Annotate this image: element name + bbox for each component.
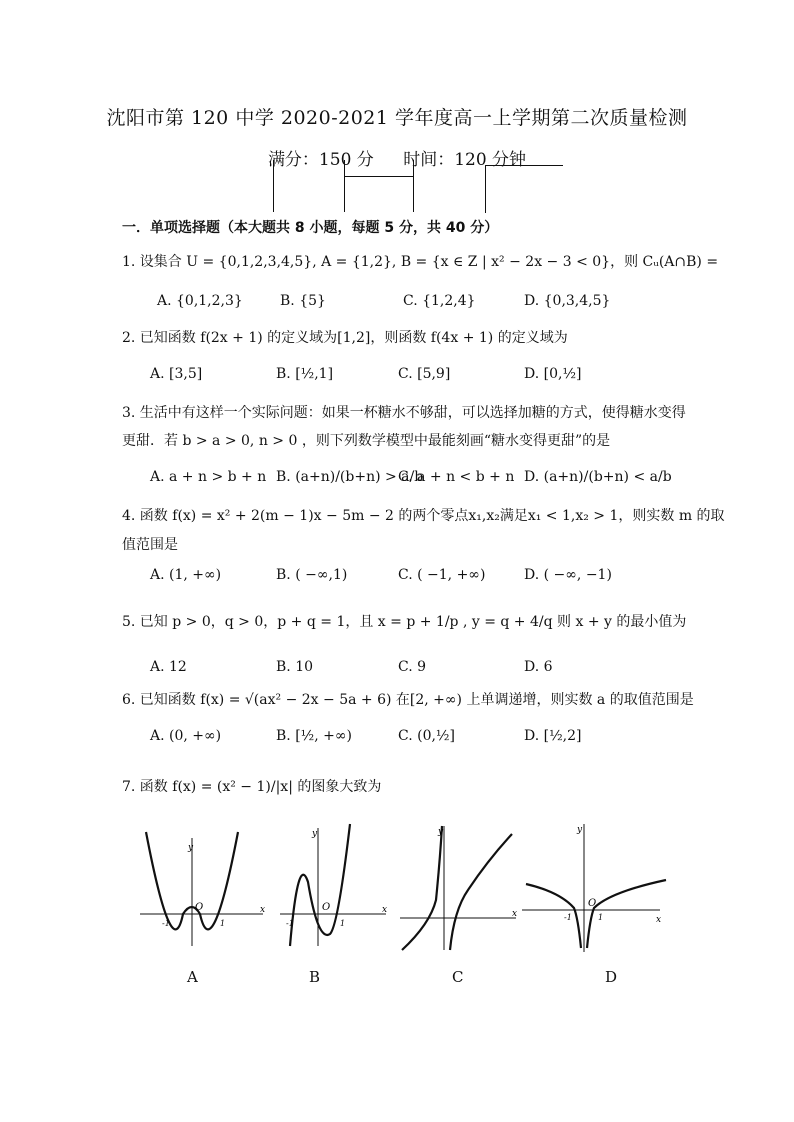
question-3-cont: 更甜．若 b > a > 0, n > 0 ，则下列数学模型中最能刻画“糖水变得更甜”的是 <box>122 433 611 449</box>
axis-x-label: x <box>260 905 266 915</box>
graph-c <box>398 820 520 952</box>
q6-option-c: C. (0,½] <box>398 728 455 744</box>
q4-option-c: C. ( −1, +∞) <box>398 567 486 583</box>
axis-y-label: y <box>312 829 318 839</box>
axis-x-label: x <box>512 909 518 919</box>
q2-option-b: B. [½,1] <box>276 366 334 382</box>
q6-option-d: D. [½,2] <box>524 728 582 744</box>
tick-1: 1 <box>220 919 226 928</box>
q3-option-b: B. (a+n)/(b+n) > a/b <box>276 469 424 485</box>
graph-d-label: D <box>605 968 618 986</box>
q6-option-a: A. (0, +∞) <box>150 728 222 744</box>
q4-option-a: A. (1, +∞) <box>150 567 222 583</box>
q1-option-d: D. {0,3,4,5} <box>524 293 611 309</box>
question-5: 5. 已知 p > 0，q > 0，p + q = 1，且 x = p + 1/p , y = q + 4/q 则 x + y 的最小值为 <box>122 614 687 630</box>
exam-title: 沈阳市第 120 中学 2020-2021 学年度高一上学期第二次质量检测 <box>106 107 688 129</box>
question-4-cont: 值范围是 <box>122 537 178 553</box>
tick-neg1: -1 <box>162 919 170 928</box>
origin-label: O <box>588 898 597 909</box>
q1-option-a: A. {0,1,2,3} <box>157 293 243 309</box>
q2-option-c: C. [5,9] <box>398 366 451 382</box>
graph-c-label: C <box>452 968 464 986</box>
question-1: 1. 设集合 U = {0,1,2,3,4,5}, A = {1,2}, B = {x ∈ Z | x² − 2x − 3 < 0}，则 Cᵤ(A∩B) = <box>122 254 719 270</box>
q5-option-c: C. 9 <box>398 659 427 675</box>
scan-line <box>344 176 413 177</box>
tick-1: 1 <box>340 919 346 928</box>
axis-y-label: y <box>577 825 583 835</box>
axis-x-label: x <box>656 915 662 925</box>
scan-line <box>344 160 345 212</box>
question-6: 6. 已知函数 f(x) = √(ax² − 2x − 5a + 6) 在[2, +∞) 上单调递增，则实数 a 的取值范围是 <box>122 692 694 708</box>
graph-b-label: B <box>309 968 321 986</box>
graph-b <box>278 822 390 948</box>
origin-label: O <box>195 902 204 913</box>
scan-line <box>273 160 274 212</box>
graph-a <box>138 828 268 948</box>
question-2: 2. 已知函数 f(2x + 1) 的定义域为[1,2]，则函数 f(4x + 1) 的定义域为 <box>122 330 568 346</box>
q3-option-a: A. a + n > b + n <box>150 469 267 485</box>
tick-1: 1 <box>598 913 604 922</box>
q4-option-d: D. ( −∞, −1) <box>524 567 612 583</box>
question-4: 4. 函数 f(x) = x² + 2(m − 1)x − 5m − 2 的两个零点x₁,x₂满足x₁ < 1,x₂ > 1，则实数 m 的取 <box>122 508 725 524</box>
exam-subtitle <box>0 145 794 170</box>
origin-label: O <box>322 902 331 913</box>
q3-option-d: D. (a+n)/(b+n) < a/b <box>524 469 672 485</box>
q2-option-d: D. [0,½] <box>524 366 582 382</box>
q5-option-d: D. 6 <box>524 659 553 675</box>
question-3: 3. 生活中有这样一个实际问题：如果一杯糖水不够甜，可以选择加糖的方式，使得糖水变得 <box>122 405 686 421</box>
scan-line <box>485 165 486 213</box>
tick-neg1: -1 <box>564 913 572 922</box>
scan-line <box>413 160 414 212</box>
graph-d <box>520 818 670 958</box>
tick-neg1: -1 <box>286 919 294 928</box>
score-info: 满分：150 分 <box>267 150 374 170</box>
time-info: 时间：120 分钟 <box>403 150 527 170</box>
graph-a-label: A <box>187 968 198 986</box>
q4-option-b: B. ( −∞,1) <box>276 567 348 583</box>
axis-x-label: x <box>382 905 388 915</box>
q5-option-a: A. 12 <box>150 659 187 675</box>
q2-option-a: A. [3,5] <box>150 366 203 382</box>
section-heading: 一．单项选择题（本大题共 8 小题，每题 5 分，共 40 分） <box>122 220 499 236</box>
q6-option-b: B. [½, +∞) <box>276 728 352 744</box>
q3-option-c: C. a + n < b + n <box>398 469 515 485</box>
q5-option-b: B. 10 <box>276 659 314 675</box>
q1-option-b: B. {5} <box>280 293 326 309</box>
axis-y-label: y <box>438 827 444 837</box>
axis-y-label: y <box>188 843 194 853</box>
q1-option-c: C. {1,2,4} <box>403 293 476 309</box>
subtitle-underline <box>485 165 563 166</box>
question-7: 7. 函数 f(x) = (x² − 1)/|x| 的图象大致为 <box>122 779 382 795</box>
